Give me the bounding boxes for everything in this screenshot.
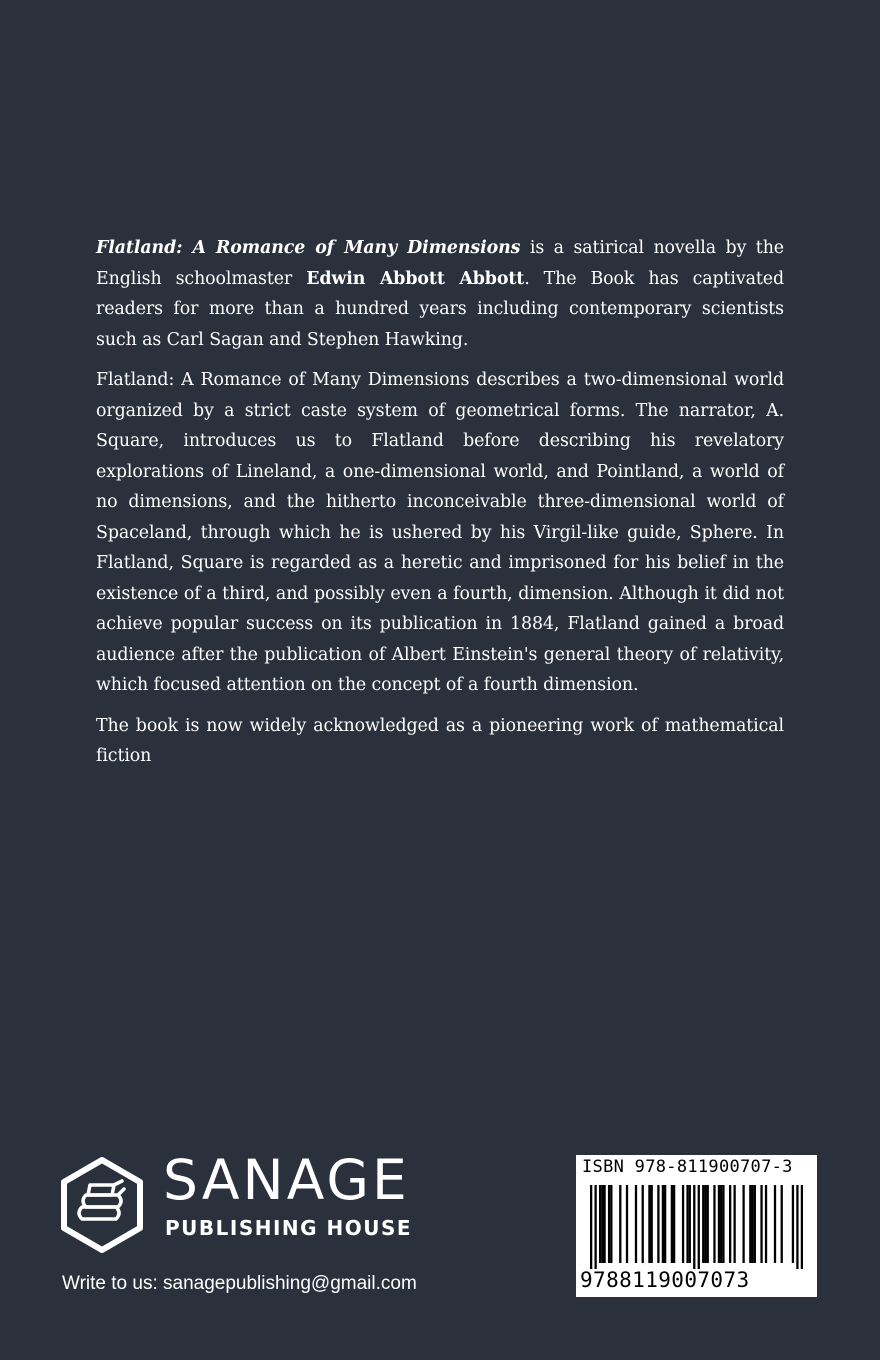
barcode-bar xyxy=(729,1185,731,1263)
barcode-bar xyxy=(718,1185,720,1263)
isbn-label: ISBN 978-811900707-3 xyxy=(582,1157,793,1177)
barcode-bar xyxy=(749,1185,751,1263)
barcode-bar xyxy=(754,1185,756,1263)
barcode-digits: 9788119007073 xyxy=(580,1268,750,1292)
barcode-bar xyxy=(651,1185,653,1263)
barcode-bar xyxy=(671,1185,673,1263)
blurb-paragraph-1: Flatland: A Romance of Many Dimensions is a satirical novella by the English schoolmaster Edwin Abbott Abbott. The Book has captivated readers for more than a hundred years including contemporary scientists such as Carl Sagan and Stephen Hawking. xyxy=(96,238,784,350)
barcode-bar xyxy=(774,1185,776,1263)
barcode-bar xyxy=(702,1185,704,1263)
barcode-bar xyxy=(707,1185,709,1263)
barcode-bars xyxy=(590,1185,803,1269)
publisher-subtitle: PUBLISHING HOUSE xyxy=(165,1216,413,1240)
barcode-bar xyxy=(689,1185,691,1263)
isbn-barcode xyxy=(576,1155,817,1297)
barcode-bar xyxy=(722,1185,724,1263)
books-hexagon-icon xyxy=(60,1157,144,1253)
barcode-bar xyxy=(626,1185,628,1263)
back-cover-blurb xyxy=(96,233,784,782)
barcode-bar xyxy=(781,1185,783,1263)
book-title: Flatland: A Romance of Many Dimensions xyxy=(96,238,521,258)
barcode-bar xyxy=(720,1185,722,1263)
barcode-bar xyxy=(601,1185,603,1263)
barcode-bar xyxy=(594,1185,596,1269)
barcode-bar xyxy=(792,1185,794,1263)
barcode-bar xyxy=(657,1185,659,1263)
barcode-bar xyxy=(698,1185,700,1269)
barcode-bar xyxy=(648,1185,650,1263)
barcode-bar xyxy=(801,1185,803,1269)
barcode-bar xyxy=(765,1185,767,1263)
barcode-bar xyxy=(713,1185,715,1263)
barcode-bar xyxy=(704,1185,706,1263)
publisher-name: SANAGE xyxy=(163,1148,410,1212)
barcode-bar xyxy=(635,1185,637,1263)
barcode-bar xyxy=(664,1185,666,1263)
barcode-bar xyxy=(751,1185,753,1263)
barcode-bar xyxy=(760,1185,762,1263)
barcode-bar xyxy=(662,1185,664,1263)
blurb-paragraph-3: The book is now widely acknowledged as a pioneering work of mathematical fiction xyxy=(96,715,784,766)
barcode-bar xyxy=(742,1185,744,1263)
barcode-bar xyxy=(619,1185,621,1263)
author-name: Edwin Abbott Abbott xyxy=(306,268,525,289)
barcode-bar xyxy=(590,1185,592,1269)
barcode-bar xyxy=(682,1185,684,1263)
contact-line: Write to us: sanagepublishing@gmail.com xyxy=(62,1273,417,1294)
barcode-bar xyxy=(796,1185,798,1269)
barcode-bar xyxy=(608,1185,610,1263)
barcode-bar xyxy=(642,1185,644,1263)
publisher-logo xyxy=(60,1148,420,1252)
barcode-bar xyxy=(673,1185,675,1263)
barcode-bar xyxy=(733,1185,735,1263)
barcode-bar xyxy=(686,1185,688,1263)
barcode-bar xyxy=(693,1185,695,1269)
blurb-paragraph-2: Flatland: A Romance of Many Dimensions describes a two-dimensional world organized by a strict caste system of geometrical forms. The narrator, A. Square, introduces us to Flatland before describing his revelatory explorations of Lineland, a one-dimensional world, and Pointland, a world of no dimensions, and the hitherto inconceivable three-dimensional world of Spaceland, through which he is ushered by his Virgil-like guide, Sphere. In Flatland, Square is regarded as a heretic and imprisoned for his belief in the existence of a third, and possibly even a fourth, dimension. Although it did not achieve popular success on its publication in 1884, Flatland gained a broad audience after the publication of Albert Einstein's general theory of relativity, which focused attention on the concept of a fourth dimension. xyxy=(96,370,784,695)
barcode-bar xyxy=(610,1185,612,1263)
barcode-bar xyxy=(603,1185,605,1263)
barcode-bar xyxy=(599,1185,601,1263)
